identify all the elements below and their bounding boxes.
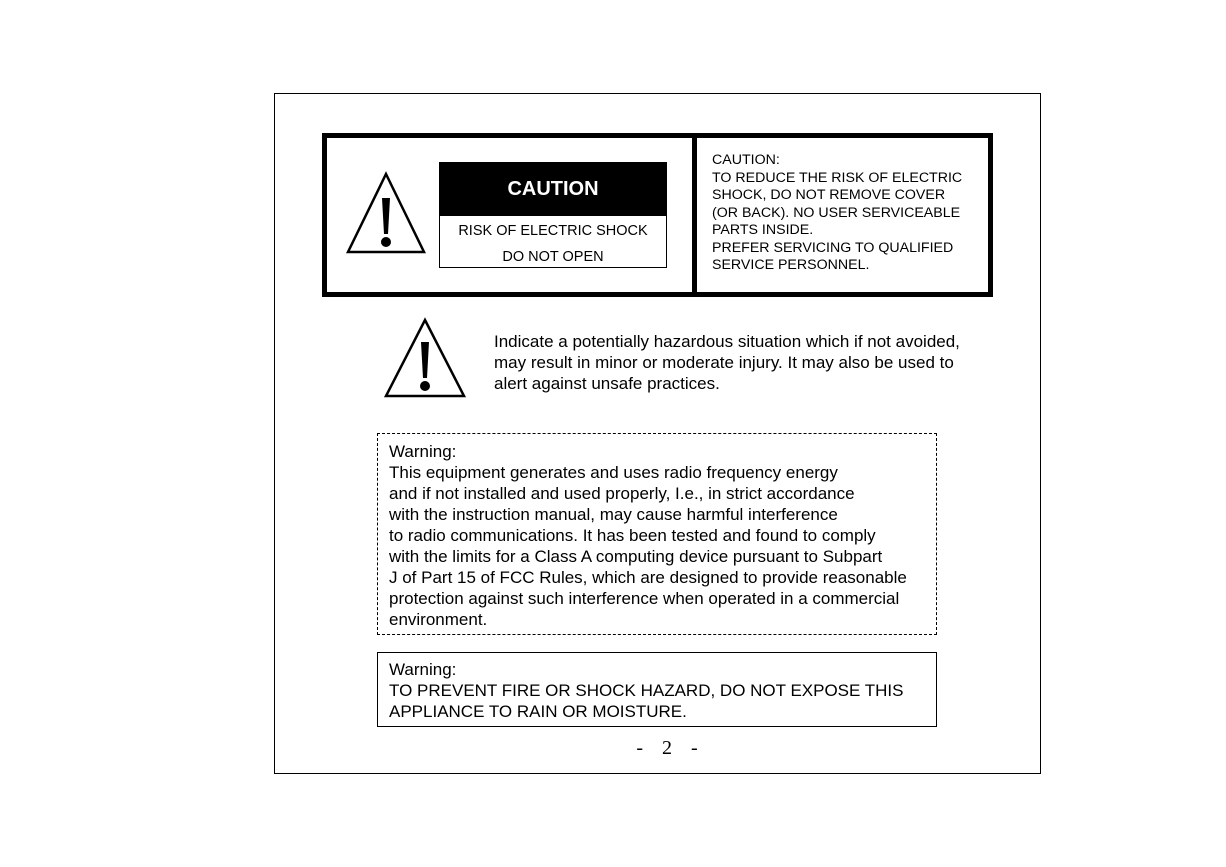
caution-notice-line: SHOCK, DO NOT REMOVE COVER xyxy=(712,187,946,203)
fcc-warning-line: with the limits for a Class A computing device pursuant to Subpart xyxy=(389,547,883,566)
caution-label-heading: CAUTION xyxy=(440,163,666,216)
fire-warning-line: Warning: xyxy=(389,660,457,679)
hazard-note-line: Indicate a potentially hazardous situation which if not avoided, xyxy=(494,332,960,351)
fcc-warning-line: environment. xyxy=(389,610,488,629)
fire-warning-line: TO PREVENT FIRE OR SHOCK HAZARD, DO NOT EXPOSE THIS xyxy=(389,681,904,700)
warning-triangle-icon xyxy=(345,170,427,258)
panel-divider xyxy=(692,138,697,292)
fcc-warning-line: protection against such interference when operated in a commercial xyxy=(389,589,900,608)
caution-panel xyxy=(322,133,993,297)
caution-label-line: RISK OF ELECTRIC SHOCK xyxy=(458,223,648,239)
fcc-warning-line: and if not installed and used properly, I.e., in strict accordance xyxy=(389,484,855,503)
fcc-warning-line: Warning: xyxy=(389,442,457,461)
fcc-warning-box xyxy=(377,433,937,635)
caution-notice-line: PREFER SERVICING TO QUALIFIED xyxy=(712,239,954,256)
caution-notice-line: PARTS INSIDE. xyxy=(712,222,814,238)
hazard-note-line: alert against unsafe practices. xyxy=(494,374,720,393)
caution-notice-line: CAUTION: xyxy=(712,152,780,168)
hazard-note-line: may result in minor or moderate injury. It may also be used to xyxy=(494,353,954,372)
fcc-warning-line: J of Part 15 of FCC Rules, which are designed to provide reasonable xyxy=(389,568,907,587)
fcc-warning-line: This equipment generates and uses radio frequency energy xyxy=(389,463,838,482)
page-number: - 2 - xyxy=(636,737,700,759)
fire-warning-line: APPLIANCE TO RAIN OR MOISTURE. xyxy=(389,702,687,721)
warning-triangle-icon xyxy=(383,316,467,402)
hazard-note xyxy=(494,331,994,394)
caution-notice-line: SERVICE PERSONNEL. xyxy=(712,257,870,273)
fire-warning-box xyxy=(377,652,937,727)
caution-notice-line: TO REDUCE THE RISK OF ELECTRIC xyxy=(712,169,963,186)
fcc-warning-line: to radio communications. It has been tested and found to comply xyxy=(389,526,876,545)
caution-notice-line: (OR BACK). NO USER SERVICEABLE xyxy=(712,204,961,221)
caution-notice xyxy=(712,152,982,275)
fcc-warning-line: with the instruction manual, may cause harmful interference xyxy=(389,505,838,524)
caution-label xyxy=(439,162,667,268)
caution-label-line: DO NOT OPEN xyxy=(502,249,604,265)
